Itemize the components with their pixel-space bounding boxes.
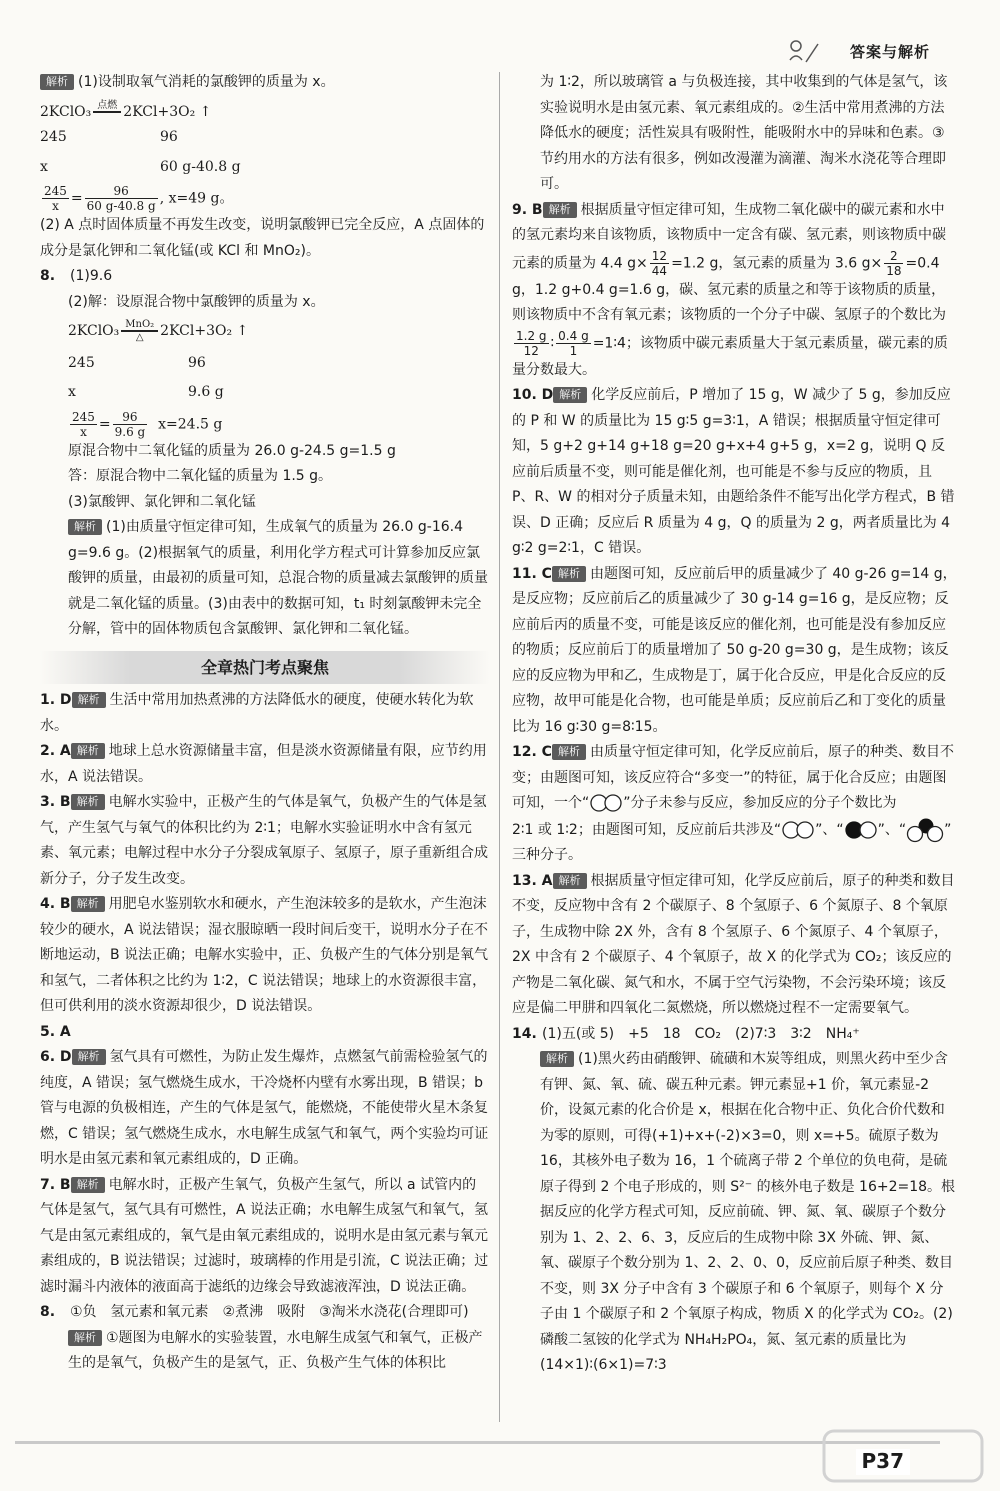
column-divider [499,72,500,1422]
equation-1-unknown-row: x 60 g-40.8 g [40,158,241,175]
watermark-logo [818,1421,988,1491]
section-title: 全章热门考点聚焦 [40,651,490,685]
equation-1: 2KClO₃ 点燃 2KCl+3O₂ ↑ [40,99,212,120]
question-number: 6. D [40,1049,72,1065]
equation-2: 2KClO₃ MnO₂ △ 2KCl+3O₂ ↑ [68,319,249,343]
analysis-tag: 解析 [71,743,105,759]
question-item [40,1020,490,1046]
question-number: 3. B [40,794,71,810]
analysis-paragraph: 解析 (1)黑火药由硝酸钾、硫磺和木炭等组成，则黑火药中至少含有钾、氮、氧、硫、碳五种元素。钾元素显+1 价，氧元素显-2 价，设氮元素的化合价是 x，根据在化合物中正、负化合价代数和为零的原则，可得(+1)+x+(-2)×3=0，则 x=+5。硫原子数为 16，其核外电子数为 16，1 个硫离子带 2 个单位的负电荷，是硫原子得到 2 个电子形成的，则 S²⁻ 的核外电子数是 16+2=18。根据反应的化学方程式可知，反应前硫、钾、氮、氧、碳原子个数分别为 1、2、2、6、3，反应后的生成物中除 3X 外硫、钾、氮、氧、碳原子个数分别为 1、2、2、0、0，反应前后原子种类、数目不变，则 3X 分子中含有 3 个碳原子和 6 个氧原子，则每个 X 分子由 1 个碳原子和 2 个氧原子构成，物质 X 的化学式为 CO₂。(2)磷酸二氢铵的化学式为 NH₄H₂PO₄，氮、氢元素的质量比为(14×1)∶(6×1)=7∶3 [540,1051,956,1373]
molecule-three-atom-icon [906,817,944,843]
analysis-paragraph: 解析 ①题图为电解水的实验装置，水电解生成氢气和氧气，正极产生的是氧气，负极产生的是氢气，正、负极产生气体的体积比 [68,1329,483,1371]
analysis-paragraph: 解析 (1)设制取氧气消耗的氯酸钾的质量为 x。 [40,70,490,96]
analysis-tag: 解析 [553,387,587,403]
equation-2-unknown-row: x 9.6 g [68,384,224,400]
question-explanation: 电解水实验中，正极产生的气体是氧气，负极产生的气体是氢气，产生氢气与氧气的体积比约为 2∶1；电解水实验证明水中含有氢元素、氧元素；电解过程中水分子分裂成氧原子、氢原子，原子重新组合成新分子，分子发生改变。 [40,794,488,887]
question-number: 2. A [40,743,71,759]
person-writing-icon [786,38,820,66]
analysis-tag: 解析 [540,1051,574,1067]
question-explanation: 电解水时，正极产生氧气，负极产生氢气，所以 a 试管内的气体是氢气，氢气具有可燃性，A 说法正确；水电解生成氢气和氧气，氢气是由氢元素组成的，氧气是由氧元素组成的，说明水是由氢元素与氧元素组成的，B 说法错误；过滤时，玻璃棒的作用是引流，C 说法正确；过滤时漏斗内液体的液面高于滤纸的边缘会导致滤液浑浊，D 说法正确。 [40,1176,489,1295]
analysis-tag: 解析 [552,744,586,760]
molecule-two-white-icon [781,819,815,841]
question-explanation: 氢气具有可燃性，为防止发生爆炸，点燃氢气前需检验氢气的纯度，A 错误；氢气燃烧生成水，干冷烧杯内壁有水雾出现，B 错误；b 管与电源的负极相连，产生的气体是氢气，能燃烧，不能使带火星木条复燃，C 错误；氢气燃烧生成水，水电解生成氢气和氧气，两个实验均可证明水是由氢元素和氧元素组成的，D 正确。 [40,1049,489,1167]
analysis-tag: 解析 [553,873,587,889]
analysis-tag: 解析 [71,1177,105,1193]
page-number: P37 [856,1449,911,1475]
question-list [40,688,490,1300]
question-item [40,1173,490,1301]
answer-text: (2)解：设原混合物中氯酸钾的质量为 x。 [68,293,325,310]
question-item [40,1045,490,1173]
answer-text: 原混合物中二氧化锰的质量为 26.0 g-24.5 g=1.5 g [68,442,396,459]
analysis-tag: 解析 [72,692,106,708]
molecule-black-white-icon [844,819,878,841]
answer-text: 为 1∶2，所以玻璃管 a 与负极连接，其中收集到的气体是氢气，该实验说明水是由氢元素、氧元素组成的。②生活中常用煮沸的方法降低水的硬度；活性炭具有吸附性，能吸附水中的异味和色素。③节约用水的方法有很多，例如改漫灌为滴灌、淘米水浇花等合理即可。 [540,74,948,192]
question-item [40,688,490,739]
analysis-tag: 解析 [72,1049,106,1065]
left-column [40,70,490,1377]
question-9: 9. B 解析 根据质量守恒定律可知，生成物二氧化碳中的碳元素和水中的氢元素均来自该物质，该物质中一定含有碳、氢元素，则该物质中碳元素的质量为 4.4 g× $\frac{12}{44}$ =1.2 g，氢元素的质量为 3.6 g× $\frac{2}{18}$ =0.4 g，1.2 g+0.4 g=1.6 g，碳、氢元素的质量之和等于该物质的质量，则该物质中不含有氧元素；该物质的一个分子中碳、氢原子的个数比为 $\frac{1.2 g}{12}$ ∶ $\frac{0.4 g}{1}$ =1∶4；该物质中碳元素质量大于氢元素质量，碳元素的质量分数最大。 [512,201,948,378]
question-number: 1. D [40,692,72,708]
question-item [40,739,490,790]
header-title: 答案与解析 [849,43,930,61]
proportion-2: $\frac{245}{x}$ = $\frac{96}{9.6 g}$ x=24.5 g [72,409,223,439]
question-13: 13. A 解析 根据质量守恒定律可知，化学反应前后，原子的种类和数目不变，反应物中含有 2 个碳原子、8 个氢原子、6 个氮原子、8 个氧原子，生成物中除 2X 外，含有 8 个氢原子、6 个氮原子、4 个氧原子，2X 中含有 2 个碳原子、4 个氧原子，故 X 的化学式为 CO₂；该反应的产物是二氧化碳、氮气和水，不属于空气污染物，不会污染环境；该反应是偏二甲肼和四氧化二氮燃烧，所以燃烧过程不一定需要氧气。 [512,872,955,1016]
question-number: 7. B [40,1176,71,1193]
question-item [40,892,490,1020]
analysis-tag: 解析 [71,794,105,810]
answer-text: 答：原混合物中二氧化锰的质量为 1.5 g。 [68,468,333,484]
analysis-tag: 解析 [40,74,74,90]
analysis-tag: 解析 [68,1330,102,1346]
analysis-tag: 解析 [552,566,586,582]
page-footer [0,1429,1000,1491]
question-item [40,790,490,892]
right-column [512,70,957,1379]
equation-2-mass-row: 245 96 [68,354,206,371]
footer-rule [15,1441,940,1444]
question-number: 5. A [40,1023,71,1040]
molecule-two-white-icon [589,792,623,814]
question-8b: 8. ①负 氢元素和氧元素 ②煮沸 吸附 ③淘米水浇花(合理即可) [40,1304,469,1320]
answer-text: (3)氯酸钾、氯化钾和二氧化锰 [68,493,256,510]
analysis-tag: 解析 [71,896,105,912]
analysis-tag: 解析 [68,519,102,535]
question-12: 12. C 解析 由质量守恒定律可知，化学反应前后，原子的种类、数目不变；由题图可知，该反应符合“多变一”的特征，属于化合反应；由题图可知，一个“ ”分子未参与反应，参加反应的分子个数比为 2∶1 或 1∶2；由题图可知，反应前后共涉及“ ”、“ ”、“ ” 三种分子。 [512,744,954,863]
equation-1-mass-row: 245 96 [40,129,178,145]
question-explanation: 生活中常用加热煮沸的方法降低水的硬度，使硬水转化为软水。 [40,692,474,734]
question-explanation: 地球上总水资源储量丰富，但是淡水资源储量有限，应节约用水，A 说法错误。 [40,743,487,785]
proportion-1: $\frac{245}{x}$ = $\frac{96}{60 g-40.8 g}$ , x=49 g。 [44,184,234,213]
answer-text: (2) A 点时固体质量不再发生改变，说明氯酸钾已完全反应，A 点固体的成分是氯化钾和二氧化锰(或 KCl 和 MnO₂)。 [40,217,485,259]
question-8: 8. (1)9.6 [40,268,113,284]
question-explanation: 用肥皂水鉴别软水和硬水，产生泡沫较多的是软水，产生泡沫较少的硬水，A 说法错误；湿衣服晾晒一段时间后变干，说明水分子在不断地运动，B 说法正确；电解水实验中，正、负极产生的气体分别是氧气和氢气，二者体积之比约为 1∶2，C 说法错误；地球上的水资源很丰富，但可供利用的淡水资源却很少，D 说法错误。 [40,896,489,1014]
question-10: 10. D 解析 化学反应前后，P 增加了 15 g，W 减少了 5 g，参加反应的 P 和 W 的质量比为 15 g∶5 g=3∶1，A 错误；根据质量守恒定律可知，5 g+2 g+14 g+18 g=20 g+x+4 g+5 g，x=2 g，说明 Q 反应前后质量不变，则可能是催化剂，也可能是不参与反应的物质，且 P、R、W 的相对分子质量未知，由题给条件不能写出化学方程式，B 错误、D 正确；反应后 R 质量为 4 g，Q 的质量为 2 g，两者质量比为 4 g∶2 g=2∶1，C 错误。 [512,387,955,556]
question-number: 4. B [40,896,71,912]
analysis-paragraph: 解析 (1)由质量守恒定律可知，生成氧气的质量为 26.0 g-16.4 g=9.6 g。(2)根据氧气的质量，利用化学方程式可计算参加反应氯酸钾的质量，由最初的质量可知，总混合物的质量减去氯酸钾的质量就是二氧化锰的质量。(3)由表中的数据可知，t₁ 时刻氯酸钾未完全分解，管中的固体物质包含氯酸钾、氯化钾和二氧化锰。 [68,519,488,637]
analysis-tag: 解析 [543,202,577,218]
question-14: 14. (1)五(或 5) +5 18 CO₂ (2)7∶3 3∶2 NH₄⁺ [512,1025,860,1042]
question-11: 11. C 解析 由题图可知，反应前后甲的质量减少了 40 g-26 g=14 g，是反应物；反应前后乙的质量减少了 30 g-14 g=16 g，是反应物；反应前后丙的质量不变，可能是该反应的催化剂，也可能是没有参加反应的物质；反应前后丁的质量增加了 50 g-20 g=30 g，是生成物；该反应的反应物为甲和乙，生成物是丁，属于化合反应，甲是化合反应的反应物，故甲可能是化合物，也可能是单质；反应前后乙和丁变化的质量比为 16 g∶30 g=8∶15。 [512,565,957,735]
